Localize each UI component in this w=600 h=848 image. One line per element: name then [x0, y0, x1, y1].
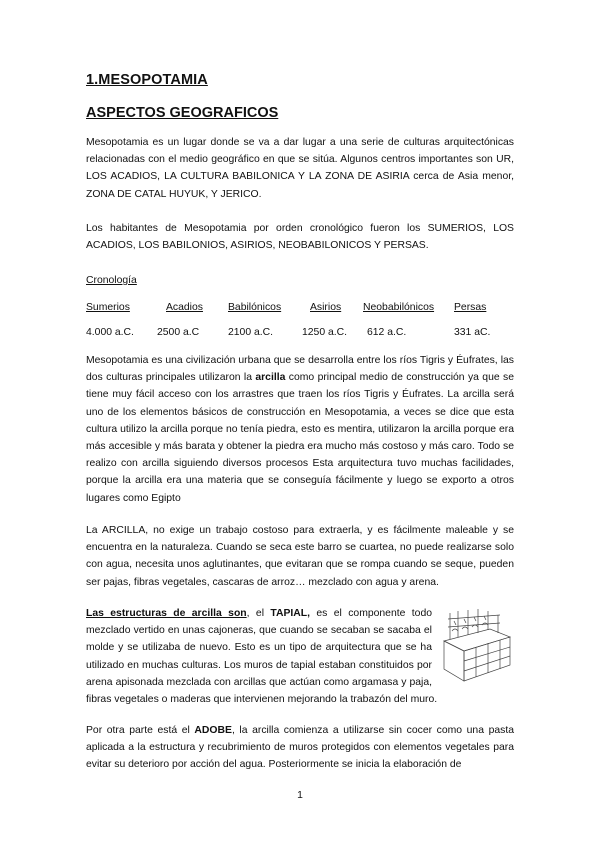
intro-paragraph: Mesopotamia es un lugar donde se va a dar lugar a una serie de culturas arquitectónicas relacionadas con el medio geográfico en que se sitúa. Algunos centros importantes son UR, LOS ACADIOS, LA CULTURA BABILONICA Y LA ZONA DE ASIRIA cerca de Asia menor, ZONA DE CATAL HUYUK, Y JERICO. — [86, 137, 514, 200]
chronology-header: Asirios — [310, 302, 342, 313]
tapial-paragraph: Las estructuras de arcilla son, el TAPIAL, es el componente todo mezclado vertido en unas cajoneras, que cuando se secaban se sacaba el molde y se utilizaba de nuevo. Esto es un tipo de arquitectura que se ha utilizado en muchas culturas. Los muros de tapial estaban constituidos por arena apisonada mezclada con arcillas que actúan como argamasa y paja, fibras vegetales o maderas que intervienen mejorando la trabazón del muro. — [86, 605, 514, 708]
tapial-wall-illustration — [440, 607, 514, 683]
chronology-date: 2500 a.C — [157, 327, 200, 338]
chronology-date: 331 aC. — [454, 327, 491, 338]
chronology-date: 2100 a.C. — [228, 327, 274, 338]
chronology-header: Babilónicos — [228, 302, 282, 313]
section-title: ASPECTOS GEOGRAFICOS — [86, 105, 279, 121]
chapter-title: 1.MESOPOTAMIA — [86, 72, 208, 88]
chronology-title: Cronología — [86, 275, 137, 286]
chronology-header: Neobabilónicos — [363, 302, 435, 313]
chronology-header: Sumerios — [86, 302, 130, 313]
chronology-date: 4.000 a.C. — [86, 327, 134, 338]
chronology-header: Persas — [454, 302, 487, 313]
inhabitants-paragraph: Los habitantes de Mesopotamia por orden cronológico fueron los SUMERIOS, LOS ACADIOS, LOS BABILONIOS, ASIRIOS, NEOBABILONICOS Y PERSAS. — [86, 223, 514, 252]
chronology-date: 1250 a.C. — [302, 327, 348, 338]
page-number: 1 — [297, 790, 303, 801]
clay-civilization-paragraph: Mesopotamia es una civilización urbana que se desarrolla entre los ríos Tigris y Éufrates, las dos culturas principales utilizaron la arcilla como principal medio de construcción ya que se tiene muy fácil acceso con los arrastres que traen los ríos Tigris y Éufrates. La arcilla será uno de los elementos básicos de construcción en Mesopotamia, a veces se dice que esta cultura utilizo la arcilla porque no tenía piedra, esto es mentira, utilizaron la arcilla porque era más accesible y más barata y obtener la piedra era mucho más costoso y más caro. Todo se realizo con arcilla siguiendo diversos procesos Esta arquitectura tuvo muchas facilidades, porque la arcilla era una materia que se conseguía fácilmente y luego se exporto a otros lugares como Egipto — [86, 355, 514, 504]
chronology-date: 612 a.C. — [367, 327, 407, 338]
clay-properties-paragraph: La ARCILLA, no exige un trabajo costoso para extraerla, y es fácilmente maleable y se encuentra en la naturaleza. Cuando se seca este barro se cuartea, no puede realizarse solo con agua, necesita unos aglutinantes, que evitaran que se rompa cuando se seque, pueden ser pajas, fibras vegetales, cascaras de arroz… mezclado con agua y arena. — [86, 525, 514, 588]
adobe-paragraph: Por otra parte está el ADOBE, la arcilla comienza a utilizarse sin cocer como una pasta aplicada a la estructura y recubrimiento de muros protegidos con elementos vegetales para evitar su deterioro por acción del agua. Posteriormente se inicia la elaboración de — [86, 725, 514, 771]
chronology-header: Acadios — [166, 302, 203, 313]
